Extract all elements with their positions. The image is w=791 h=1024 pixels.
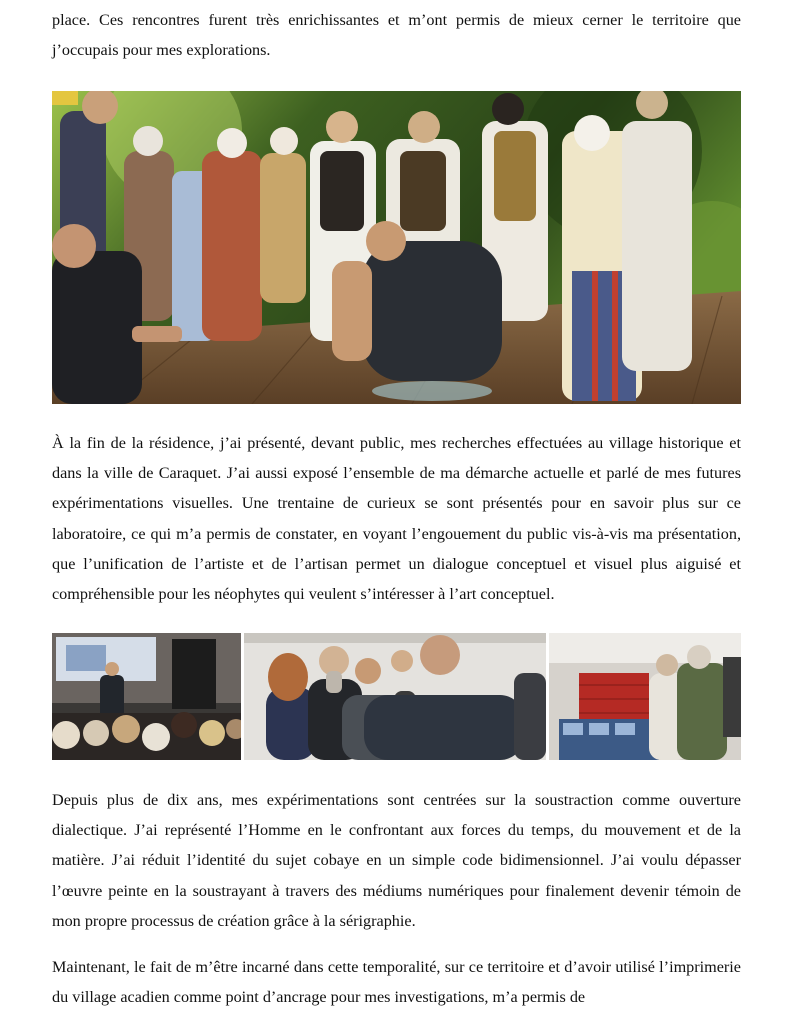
photo-strip	[52, 633, 741, 760]
paragraph-experimentations: Depuis plus de dix ans, mes expérimentations sont centrées sur la soustraction comme ouverture dialectique. J’ai représenté l’Homme en le confrontant aux forces du temps, du mouvement et de la matière. J’ai réduit l’identité du sujet cobaye en un simple code bidimensionnel. J’ai voulu dépasser l’œuvre peinte en la soustrayant à travers des médiums numériques pour finalement devenir témoin de mon propre processus de création grâce à la sérigraphie.	[52, 791, 741, 930]
paragraph-presentation: À la fin de la résidence, j’ai présenté, devant public, mes recherches effectuées au village historique et dans la ville de Caraquet. J’ai aussi exposé l’ensemble de ma démarche actuelle et parlé de mes futures expérimentations visuelles. Une trentaine de curieux se sont présentés pour en savoir plus sur ce laboratoire, ce qui m’a permis de constater, en voyant l’engouement du public vis-à-vis ma présentation, que l’unification de l’artiste et de l’artisan permet un dialogue conceptuel et visuel plus aiguisé et compréhensible pour les néophytes qui veulent s’intéresser à l’art conceptuel.	[52, 434, 741, 604]
paragraph-now: Maintenant, le fait de m’être incarné dans cette temporalité, sur ce territoire et d’avoir utilisé l’imprimerie du village acadien comme point d’ancrage pour mes investigations, m’a permis de	[52, 958, 741, 1007]
exhibition-table-photo	[549, 633, 741, 760]
conversation-crowd-photo	[244, 633, 546, 760]
costumed-villagers-photo	[52, 91, 741, 404]
presentation-audience-photo	[52, 633, 241, 760]
paragraph-intro-end: place. Ces rencontres furent très enrichissantes et m’ont permis de mieux cerner le territoire que j’occupais pour mes explorations.	[52, 11, 741, 60]
